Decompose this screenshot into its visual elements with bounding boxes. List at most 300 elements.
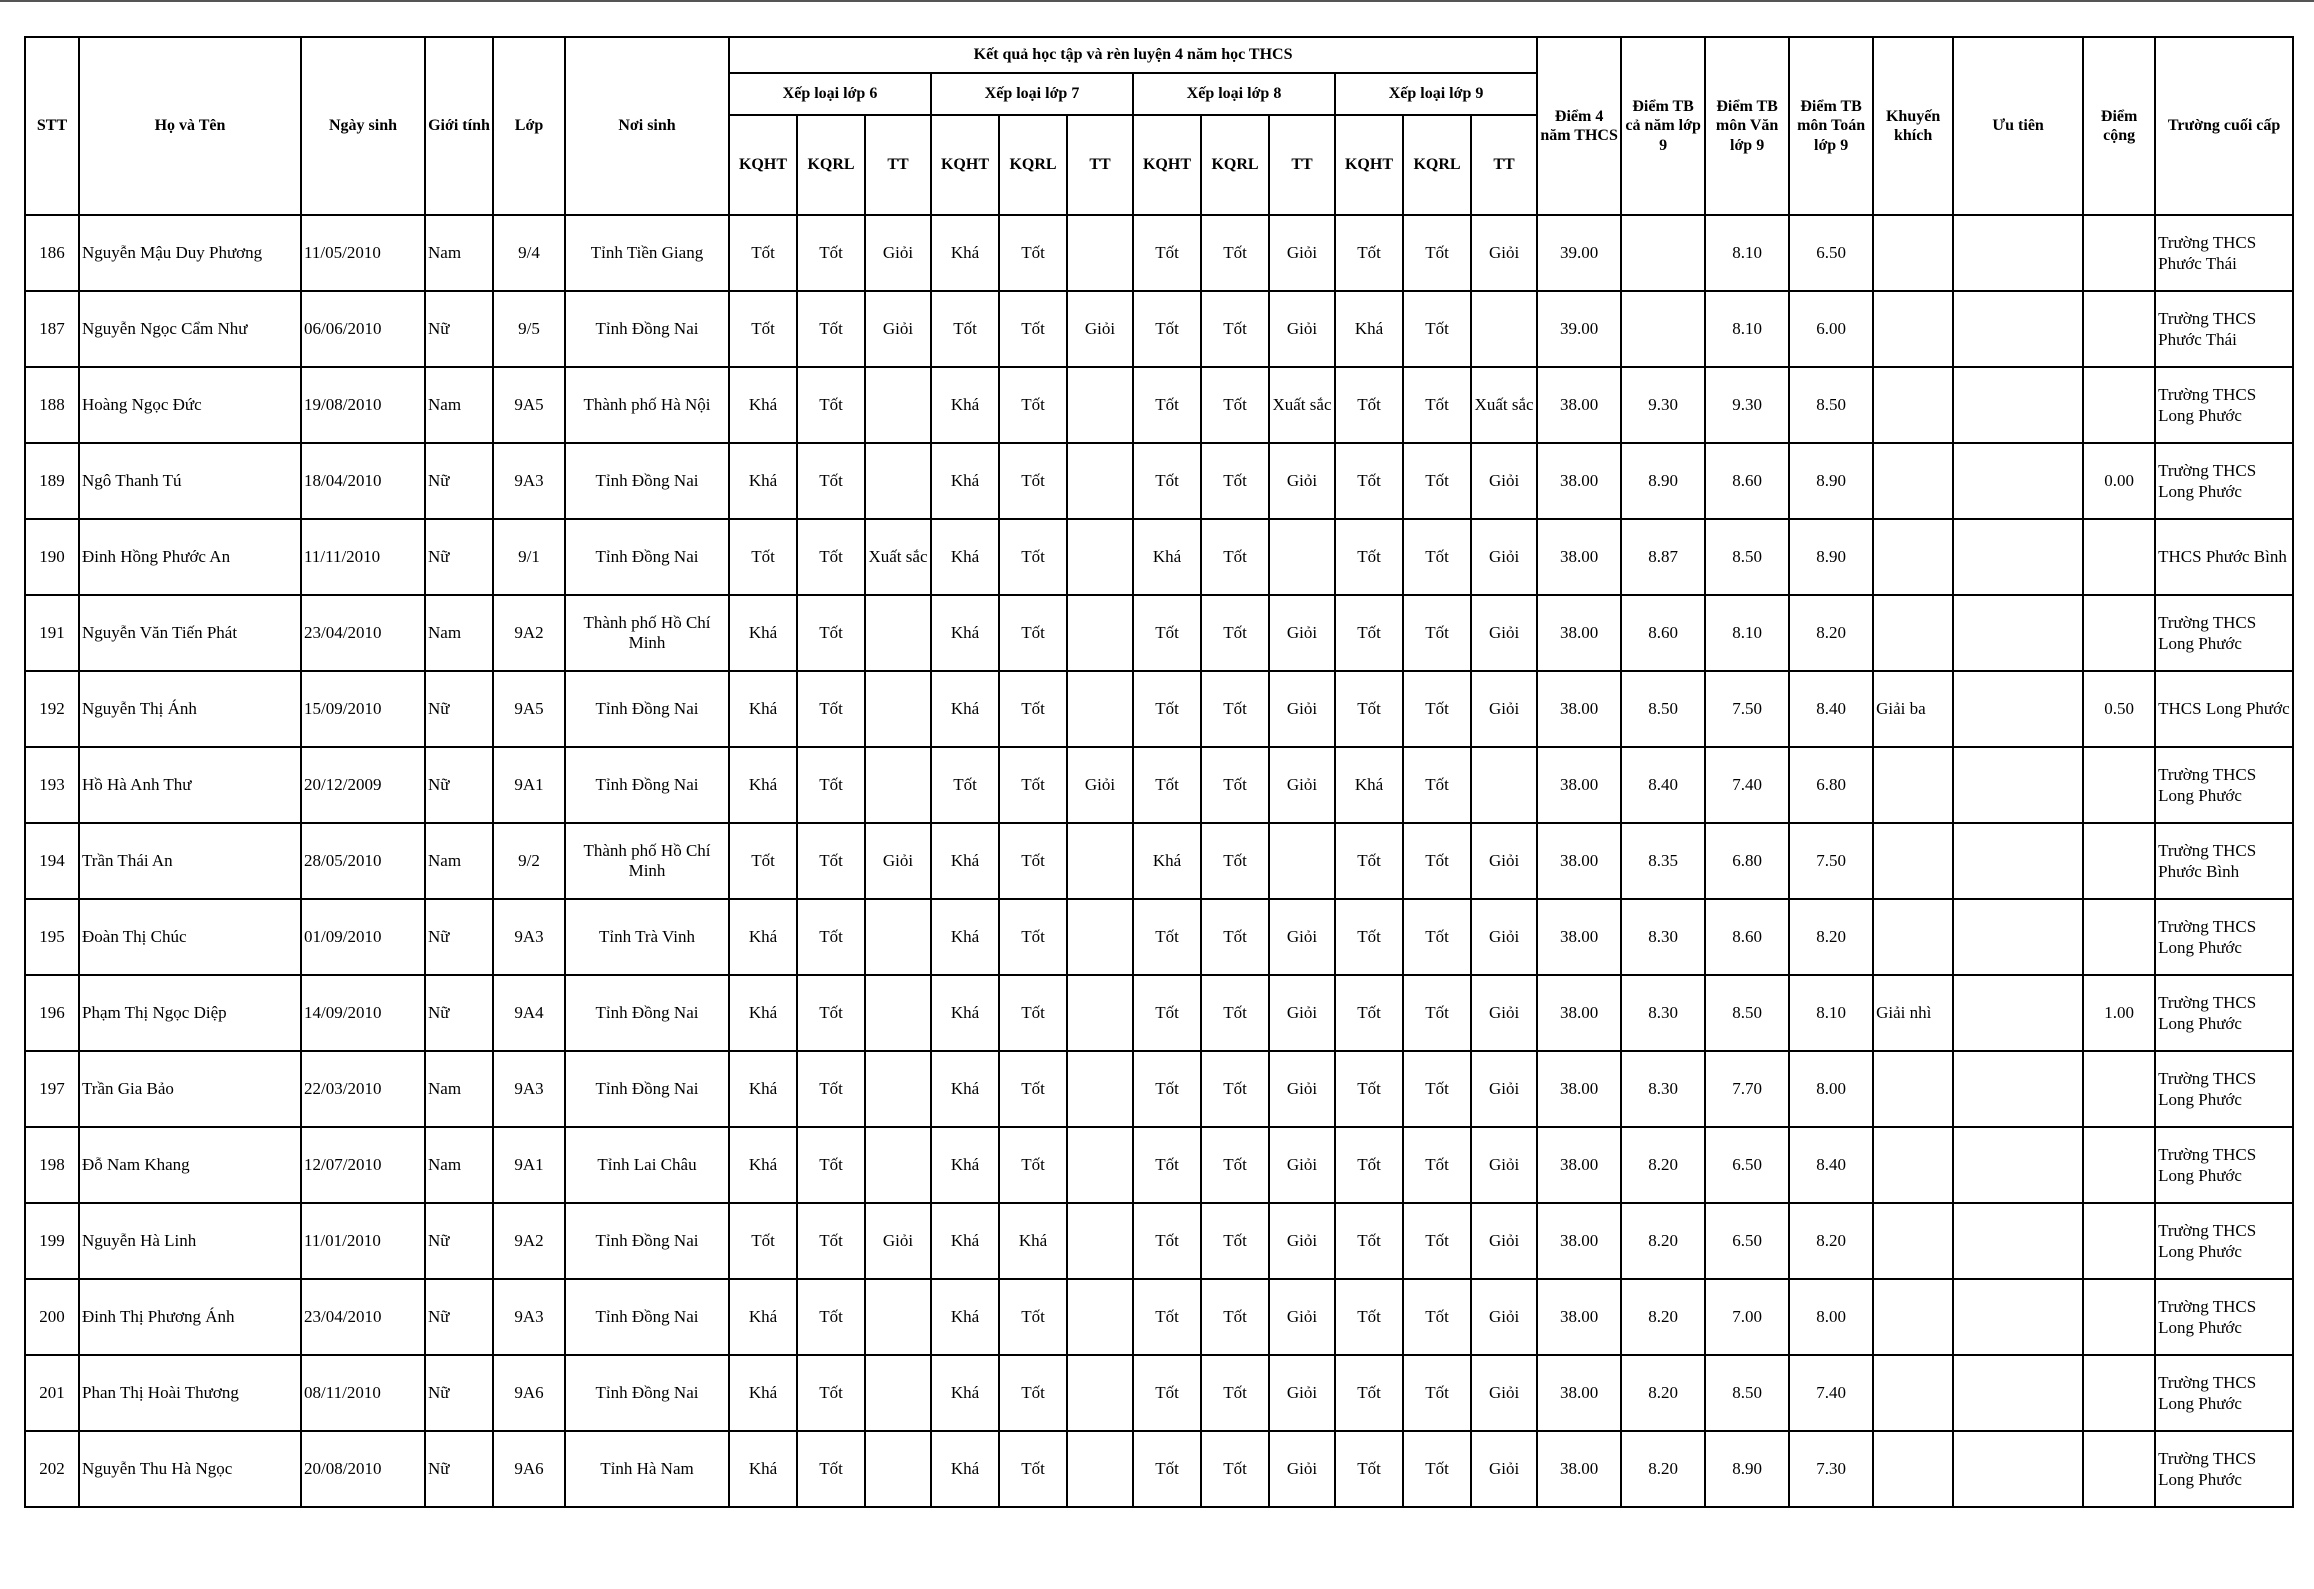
cell-gender: Nữ — [425, 1203, 493, 1279]
cell-g8-tt: Giỏi — [1269, 291, 1335, 367]
cell-g8-kqrl: Tốt — [1201, 1279, 1269, 1355]
cell-priority — [1953, 595, 2083, 671]
cell-name: Đoàn Thị Chúc — [79, 899, 301, 975]
cell-g8-kqht: Tốt — [1133, 975, 1201, 1051]
cell-g8-tt: Giỏi — [1269, 747, 1335, 823]
cell-g6-kqht: Tốt — [729, 1203, 797, 1279]
cell-g7-kqrl: Tốt — [999, 823, 1067, 899]
cell-g9-tt: Xuất sắc — [1471, 367, 1537, 443]
cell-g9-kqht: Tốt — [1335, 1051, 1403, 1127]
cell-score4: 38.00 — [1537, 1203, 1621, 1279]
header-kqrl: KQRL — [1201, 115, 1269, 215]
cell-g6-kqht: Khá — [729, 595, 797, 671]
cell-g9-kqht: Khá — [1335, 747, 1403, 823]
cell-g8-kqht: Tốt — [1133, 1051, 1201, 1127]
cell-score4: 38.00 — [1537, 975, 1621, 1051]
cell-math9: 8.00 — [1789, 1279, 1873, 1355]
cell-avg9: 8.20 — [1621, 1127, 1705, 1203]
cell-g8-tt: Giỏi — [1269, 1431, 1335, 1507]
cell-g7-kqrl: Tốt — [999, 443, 1067, 519]
cell-g8-tt: Giỏi — [1269, 443, 1335, 519]
cell-encourage — [1873, 1355, 1953, 1431]
cell-encourage: Giải ba — [1873, 671, 1953, 747]
header-birthplace: Nơi sinh — [565, 37, 729, 215]
cell-g8-tt: Giỏi — [1269, 595, 1335, 671]
cell-bonus — [2083, 1431, 2155, 1507]
cell-encourage — [1873, 519, 1953, 595]
cell-lit9: 6.50 — [1705, 1203, 1789, 1279]
cell-math9: 8.20 — [1789, 899, 1873, 975]
cell-g9-tt: Giỏi — [1471, 1355, 1537, 1431]
cell-g8-tt: Giỏi — [1269, 1355, 1335, 1431]
cell-priority — [1953, 215, 2083, 291]
cell-stt: 191 — [25, 595, 79, 671]
cell-gender: Nam — [425, 823, 493, 899]
cell-avg9: 8.20 — [1621, 1203, 1705, 1279]
cell-g6-tt — [865, 1355, 931, 1431]
cell-stt: 202 — [25, 1431, 79, 1507]
header-tt: TT — [1269, 115, 1335, 215]
header-kqht: KQHT — [931, 115, 999, 215]
cell-school: THCS Phước Bình — [2155, 519, 2293, 595]
cell-g6-tt: Giỏi — [865, 1203, 931, 1279]
cell-g8-tt: Giỏi — [1269, 671, 1335, 747]
cell-g7-tt — [1067, 1431, 1133, 1507]
cell-score4: 38.00 — [1537, 747, 1621, 823]
header-school: Trường cuối cấp — [2155, 37, 2293, 215]
cell-class: 9/5 — [493, 291, 565, 367]
cell-bonus — [2083, 1051, 2155, 1127]
cell-birthplace: Tỉnh Đồng Nai — [565, 1355, 729, 1431]
cell-g8-kqrl: Tốt — [1201, 443, 1269, 519]
cell-g6-kqht: Khá — [729, 1431, 797, 1507]
cell-g8-kqrl: Tốt — [1201, 215, 1269, 291]
cell-g7-kqht: Khá — [931, 1051, 999, 1127]
cell-gender: Nam — [425, 215, 493, 291]
cell-class: 9A4 — [493, 975, 565, 1051]
cell-g9-tt: Giỏi — [1471, 1127, 1537, 1203]
table-row — [25, 215, 2293, 291]
cell-g9-kqrl: Tốt — [1403, 747, 1471, 823]
cell-g9-tt: Giỏi — [1471, 595, 1537, 671]
cell-g7-kqrl: Tốt — [999, 367, 1067, 443]
cell-g7-kqht: Khá — [931, 823, 999, 899]
cell-school: Trường THCS Long Phước — [2155, 367, 2293, 443]
cell-lit9: 8.10 — [1705, 595, 1789, 671]
cell-score4: 38.00 — [1537, 443, 1621, 519]
cell-bonus — [2083, 823, 2155, 899]
cell-g7-tt — [1067, 899, 1133, 975]
cell-score4: 39.00 — [1537, 215, 1621, 291]
cell-encourage — [1873, 747, 1953, 823]
table-row — [25, 291, 2293, 367]
table-row — [25, 443, 2293, 519]
cell-encourage — [1873, 595, 1953, 671]
cell-g8-kqrl: Tốt — [1201, 519, 1269, 595]
cell-avg9: 8.30 — [1621, 975, 1705, 1051]
cell-encourage — [1873, 1431, 1953, 1507]
cell-bonus — [2083, 291, 2155, 367]
cell-g7-kqrl: Tốt — [999, 519, 1067, 595]
cell-g8-kqht: Tốt — [1133, 443, 1201, 519]
cell-encourage: Giải nhì — [1873, 975, 1953, 1051]
cell-g8-kqht: Tốt — [1133, 899, 1201, 975]
cell-g7-kqht: Khá — [931, 443, 999, 519]
table-row — [25, 747, 2293, 823]
cell-lit9: 8.50 — [1705, 1355, 1789, 1431]
cell-avg9 — [1621, 215, 1705, 291]
cell-g9-kqht: Tốt — [1335, 1203, 1403, 1279]
cell-math9: 6.00 — [1789, 291, 1873, 367]
cell-g6-kqht: Khá — [729, 1051, 797, 1127]
cell-g7-kqht: Khá — [931, 1279, 999, 1355]
cell-g9-tt: Giỏi — [1471, 215, 1537, 291]
cell-avg9: 8.30 — [1621, 1051, 1705, 1127]
cell-dob: 19/08/2010 — [301, 367, 425, 443]
cell-g6-tt — [865, 443, 931, 519]
cell-math9: 6.50 — [1789, 215, 1873, 291]
cell-g9-kqrl: Tốt — [1403, 1355, 1471, 1431]
cell-g7-kqht: Khá — [931, 367, 999, 443]
cell-priority — [1953, 1127, 2083, 1203]
cell-score4: 38.00 — [1537, 1279, 1621, 1355]
cell-gender: Nữ — [425, 671, 493, 747]
cell-g8-kqrl: Tốt — [1201, 1355, 1269, 1431]
cell-g9-kqrl: Tốt — [1403, 1127, 1471, 1203]
cell-score4: 38.00 — [1537, 899, 1621, 975]
cell-g9-kqht: Tốt — [1335, 975, 1403, 1051]
cell-g8-kqrl: Tốt — [1201, 747, 1269, 823]
cell-name: Trần Gia Bảo — [79, 1051, 301, 1127]
cell-class: 9A3 — [493, 899, 565, 975]
cell-priority — [1953, 1431, 2083, 1507]
cell-math9: 7.40 — [1789, 1355, 1873, 1431]
cell-g6-kqrl: Tốt — [797, 899, 865, 975]
cell-avg9 — [1621, 291, 1705, 367]
cell-lit9: 8.60 — [1705, 899, 1789, 975]
cell-g8-tt: Giỏi — [1269, 1127, 1335, 1203]
cell-birthplace: Tỉnh Đồng Nai — [565, 975, 729, 1051]
cell-lit9: 9.30 — [1705, 367, 1789, 443]
table-row — [25, 595, 2293, 671]
cell-math9: 8.40 — [1789, 671, 1873, 747]
cell-dob: 11/05/2010 — [301, 215, 425, 291]
cell-school: Trường THCS Long Phước — [2155, 747, 2293, 823]
cell-g9-kqrl: Tốt — [1403, 1203, 1471, 1279]
cell-g6-tt — [865, 671, 931, 747]
cell-math9: 8.20 — [1789, 595, 1873, 671]
cell-g8-kqht: Tốt — [1133, 367, 1201, 443]
table-row — [25, 1051, 2293, 1127]
cell-g9-tt: Giỏi — [1471, 519, 1537, 595]
cell-g6-tt — [865, 899, 931, 975]
cell-g6-tt — [865, 747, 931, 823]
cell-bonus — [2083, 519, 2155, 595]
cell-school: Trường THCS Phước Thái — [2155, 291, 2293, 367]
cell-priority — [1953, 975, 2083, 1051]
cell-encourage — [1873, 899, 1953, 975]
cell-class: 9A5 — [493, 367, 565, 443]
cell-g8-tt: Giỏi — [1269, 1051, 1335, 1127]
cell-class: 9/2 — [493, 823, 565, 899]
cell-birthplace: Tỉnh Lai Châu — [565, 1127, 729, 1203]
cell-class: 9/1 — [493, 519, 565, 595]
cell-g9-kqht: Tốt — [1335, 443, 1403, 519]
cell-g6-kqht: Khá — [729, 1127, 797, 1203]
cell-birthplace: Tỉnh Đồng Nai — [565, 1203, 729, 1279]
header-priority: Ưu tiên — [1953, 37, 2083, 215]
cell-encourage — [1873, 1127, 1953, 1203]
cell-math9: 8.20 — [1789, 1203, 1873, 1279]
header-kqrl: KQRL — [1403, 115, 1471, 215]
table-row — [25, 1279, 2293, 1355]
header-score4: Điểm 4 năm THCS — [1537, 37, 1621, 215]
cell-g8-kqht: Tốt — [1133, 215, 1201, 291]
cell-g7-kqrl: Tốt — [999, 1279, 1067, 1355]
cell-stt: 200 — [25, 1279, 79, 1355]
cell-g6-kqrl: Tốt — [797, 519, 865, 595]
cell-math9: 8.00 — [1789, 1051, 1873, 1127]
cell-stt: 195 — [25, 899, 79, 975]
cell-g6-tt — [865, 975, 931, 1051]
cell-g7-tt — [1067, 975, 1133, 1051]
cell-g7-tt — [1067, 367, 1133, 443]
cell-g6-kqrl: Tốt — [797, 823, 865, 899]
cell-g7-tt — [1067, 1051, 1133, 1127]
cell-score4: 38.00 — [1537, 595, 1621, 671]
cell-g7-kqht: Khá — [931, 671, 999, 747]
cell-dob: 20/12/2009 — [301, 747, 425, 823]
cell-g6-kqht: Khá — [729, 747, 797, 823]
cell-g7-kqrl: Khá — [999, 1203, 1067, 1279]
cell-g7-kqrl: Tốt — [999, 899, 1067, 975]
cell-g9-kqrl: Tốt — [1403, 595, 1471, 671]
cell-name: Nguyễn Văn Tiến Phát — [79, 595, 301, 671]
cell-encourage — [1873, 1051, 1953, 1127]
cell-g7-tt — [1067, 595, 1133, 671]
cell-stt: 199 — [25, 1203, 79, 1279]
cell-g6-kqrl: Tốt — [797, 443, 865, 519]
cell-lit9: 8.50 — [1705, 519, 1789, 595]
cell-class: 9A1 — [493, 1127, 565, 1203]
cell-g6-kqht: Khá — [729, 1279, 797, 1355]
cell-g8-tt: Xuất sắc — [1269, 367, 1335, 443]
cell-g6-kqht: Khá — [729, 1355, 797, 1431]
cell-stt: 188 — [25, 367, 79, 443]
cell-g7-kqrl: Tốt — [999, 1127, 1067, 1203]
cell-birthplace: Tỉnh Hà Nam — [565, 1431, 729, 1507]
cell-g9-tt: Giỏi — [1471, 671, 1537, 747]
cell-g6-kqht: Tốt — [729, 291, 797, 367]
cell-g6-tt — [865, 1127, 931, 1203]
cell-g7-kqht: Khá — [931, 899, 999, 975]
cell-birthplace: Tỉnh Đồng Nai — [565, 519, 729, 595]
cell-g9-kqht: Tốt — [1335, 899, 1403, 975]
header-results-group: Kết quả học tập và rèn luyện 4 năm học THCS — [729, 37, 1537, 73]
cell-g8-tt: Giỏi — [1269, 1279, 1335, 1355]
cell-g9-kqht: Tốt — [1335, 595, 1403, 671]
cell-lit9: 8.50 — [1705, 975, 1789, 1051]
cell-name: Trần Thái An — [79, 823, 301, 899]
cell-g6-kqrl: Tốt — [797, 215, 865, 291]
cell-priority — [1953, 1355, 2083, 1431]
cell-birthplace: Tỉnh Đồng Nai — [565, 1051, 729, 1127]
cell-name: Nguyễn Hà Linh — [79, 1203, 301, 1279]
cell-stt: 201 — [25, 1355, 79, 1431]
cell-g9-kqht: Tốt — [1335, 367, 1403, 443]
cell-g8-kqrl: Tốt — [1201, 899, 1269, 975]
cell-g8-kqht: Tốt — [1133, 595, 1201, 671]
cell-g9-kqht: Tốt — [1335, 215, 1403, 291]
header-avg9: Điểm TB cả năm lớp 9 — [1621, 37, 1705, 215]
table-row — [25, 671, 2293, 747]
cell-bonus: 0.50 — [2083, 671, 2155, 747]
cell-score4: 38.00 — [1537, 367, 1621, 443]
cell-dob: 28/05/2010 — [301, 823, 425, 899]
table-row — [25, 899, 2293, 975]
cell-class: 9A1 — [493, 747, 565, 823]
cell-name: Nguyễn Mậu Duy Phương — [79, 215, 301, 291]
cell-g8-kqrl: Tốt — [1201, 367, 1269, 443]
cell-class: 9A3 — [493, 443, 565, 519]
cell-g8-kqht: Tốt — [1133, 1431, 1201, 1507]
cell-gender: Nữ — [425, 975, 493, 1051]
cell-bonus — [2083, 1127, 2155, 1203]
cell-birthplace: Tỉnh Đồng Nai — [565, 747, 729, 823]
cell-dob: 06/06/2010 — [301, 291, 425, 367]
cell-g7-kqrl: Tốt — [999, 975, 1067, 1051]
cell-g6-kqrl: Tốt — [797, 747, 865, 823]
cell-g9-kqht: Tốt — [1335, 519, 1403, 595]
cell-gender: Nữ — [425, 291, 493, 367]
header-kqht: KQHT — [1335, 115, 1403, 215]
cell-g8-kqht: Tốt — [1133, 747, 1201, 823]
cell-g6-kqrl: Tốt — [797, 1127, 865, 1203]
header-encourage: Khuyến khích — [1873, 37, 1953, 215]
cell-birthplace: Tỉnh Đồng Nai — [565, 671, 729, 747]
cell-g9-kqht: Tốt — [1335, 1127, 1403, 1203]
cell-g8-tt — [1269, 823, 1335, 899]
cell-stt: 187 — [25, 291, 79, 367]
cell-class: 9A3 — [493, 1051, 565, 1127]
cell-g9-kqht: Tốt — [1335, 1431, 1403, 1507]
cell-class: 9A2 — [493, 595, 565, 671]
cell-score4: 38.00 — [1537, 519, 1621, 595]
cell-g8-kqht: Tốt — [1133, 1279, 1201, 1355]
cell-g9-kqht: Khá — [1335, 291, 1403, 367]
cell-priority — [1953, 1203, 2083, 1279]
header-kqrl: KQRL — [999, 115, 1067, 215]
cell-dob: 20/08/2010 — [301, 1431, 425, 1507]
cell-math9: 6.80 — [1789, 747, 1873, 823]
cell-g9-kqrl: Tốt — [1403, 519, 1471, 595]
cell-gender: Nữ — [425, 1279, 493, 1355]
cell-priority — [1953, 899, 2083, 975]
student-results-table — [24, 36, 2294, 1508]
header-class: Lớp — [493, 37, 565, 215]
cell-math9: 8.90 — [1789, 443, 1873, 519]
cell-math9: 8.10 — [1789, 975, 1873, 1051]
cell-g6-tt — [865, 367, 931, 443]
cell-bonus — [2083, 367, 2155, 443]
cell-priority — [1953, 443, 2083, 519]
cell-g6-kqht: Khá — [729, 975, 797, 1051]
cell-g8-kqrl: Tốt — [1201, 671, 1269, 747]
cell-name: Hồ Hà Anh Thư — [79, 747, 301, 823]
header-dob: Ngày sinh — [301, 37, 425, 215]
cell-avg9: 8.60 — [1621, 595, 1705, 671]
cell-gender: Nam — [425, 1127, 493, 1203]
cell-name: Đỗ Nam Khang — [79, 1127, 301, 1203]
cell-g9-kqht: Tốt — [1335, 1355, 1403, 1431]
cell-g7-tt — [1067, 1355, 1133, 1431]
cell-school: Trường THCS Long Phước — [2155, 1355, 2293, 1431]
cell-avg9: 8.20 — [1621, 1279, 1705, 1355]
cell-stt: 197 — [25, 1051, 79, 1127]
cell-g8-kqht: Tốt — [1133, 671, 1201, 747]
cell-gender: Nữ — [425, 443, 493, 519]
cell-avg9: 8.20 — [1621, 1431, 1705, 1507]
cell-school: Trường THCS Long Phước — [2155, 1431, 2293, 1507]
cell-birthplace: Thành phố Hồ Chí Minh — [565, 823, 729, 899]
cell-g7-tt — [1067, 1203, 1133, 1279]
cell-g6-kqrl: Tốt — [797, 291, 865, 367]
cell-score4: 38.00 — [1537, 823, 1621, 899]
cell-g6-kqrl: Tốt — [797, 367, 865, 443]
cell-g6-tt: Xuất sắc — [865, 519, 931, 595]
cell-g7-tt — [1067, 215, 1133, 291]
cell-g9-kqrl: Tốt — [1403, 367, 1471, 443]
cell-g7-kqrl: Tốt — [999, 1355, 1067, 1431]
cell-g8-kqrl: Tốt — [1201, 595, 1269, 671]
cell-g8-kqht: Tốt — [1133, 291, 1201, 367]
cell-g6-kqrl: Tốt — [797, 595, 865, 671]
cell-bonus — [2083, 1203, 2155, 1279]
cell-class: 9A2 — [493, 1203, 565, 1279]
cell-g6-kqht: Tốt — [729, 215, 797, 291]
table-body — [25, 215, 2293, 1507]
cell-birthplace: Thành phố Hồ Chí Minh — [565, 595, 729, 671]
cell-birthplace: Thành phố Hà Nội — [565, 367, 729, 443]
cell-g6-tt — [865, 1051, 931, 1127]
cell-score4: 38.00 — [1537, 1431, 1621, 1507]
cell-avg9: 8.35 — [1621, 823, 1705, 899]
cell-dob: 11/11/2010 — [301, 519, 425, 595]
cell-lit9: 7.50 — [1705, 671, 1789, 747]
cell-priority — [1953, 367, 2083, 443]
cell-g9-tt: Giỏi — [1471, 975, 1537, 1051]
cell-school: Trường THCS Long Phước — [2155, 1127, 2293, 1203]
header-bonus: Điểm cộng — [2083, 37, 2155, 215]
cell-school: Trường THCS Long Phước — [2155, 595, 2293, 671]
cell-priority — [1953, 1051, 2083, 1127]
cell-g9-tt: Giỏi — [1471, 443, 1537, 519]
cell-dob: 01/09/2010 — [301, 899, 425, 975]
cell-name: Phạm Thị Ngọc Diệp — [79, 975, 301, 1051]
cell-encourage — [1873, 1279, 1953, 1355]
header-math9: Điểm TB môn Toán lớp 9 — [1789, 37, 1873, 215]
cell-g9-tt — [1471, 291, 1537, 367]
cell-dob: 14/09/2010 — [301, 975, 425, 1051]
header-grade7: Xếp loại lớp 7 — [931, 73, 1133, 115]
cell-g7-kqrl: Tốt — [999, 1431, 1067, 1507]
cell-g8-kqht: Khá — [1133, 519, 1201, 595]
cell-priority — [1953, 1279, 2083, 1355]
cell-bonus — [2083, 595, 2155, 671]
cell-g7-kqrl: Tốt — [999, 747, 1067, 823]
cell-gender: Nữ — [425, 899, 493, 975]
cell-g7-kqht: Khá — [931, 1355, 999, 1431]
